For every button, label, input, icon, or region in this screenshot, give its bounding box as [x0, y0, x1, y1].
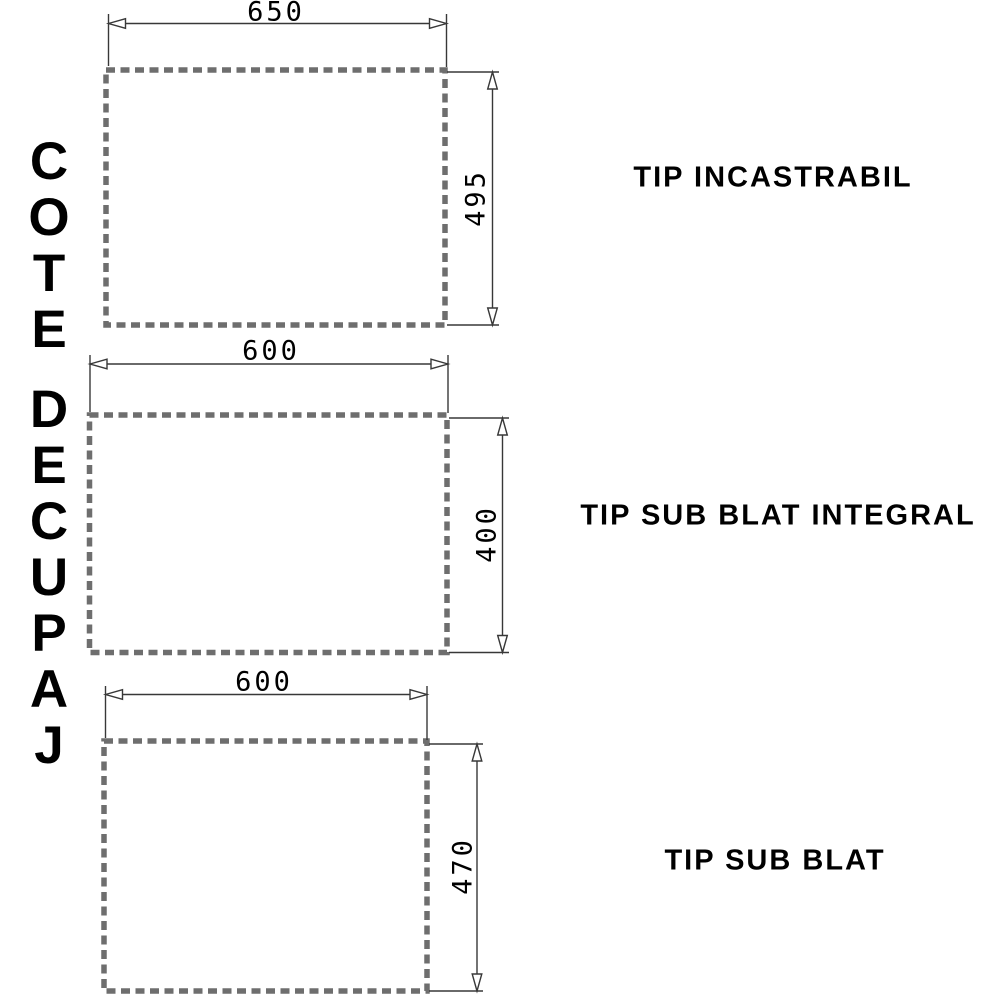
width-dim-label-incastrabil: 650 [247, 0, 305, 28]
cutout-rect-incastrabil [106, 70, 445, 325]
vertical-title-letter: C [29, 492, 69, 551]
height-dim-label-sub-blat-integral: 400 [471, 505, 503, 563]
arrow-right-icon [431, 359, 448, 369]
vertical-title-letter: T [32, 244, 66, 303]
arrow-down-icon [472, 974, 482, 991]
width-dim-label-sub-blat: 600 [235, 666, 293, 698]
figure-sub-blat-integral-geometry [90, 355, 510, 653]
type-label-incastrabil: TIP INCASTRABIL [633, 161, 913, 194]
height-dim-label-incastrabil: 495 [460, 169, 492, 227]
arrow-up-icon [498, 418, 508, 435]
arrow-left-icon [90, 359, 107, 369]
arrow-up-icon [488, 72, 498, 89]
width-dim-label-sub-blat-integral: 600 [242, 335, 300, 367]
arrow-down-icon [498, 636, 508, 653]
vertical-title-letter: U [29, 548, 69, 607]
vertical-title-letter: A [29, 660, 69, 719]
cutout-rect-sub-blat [104, 741, 427, 991]
figure-sub-blat-geometry [104, 686, 483, 991]
height-dim-label-sub-blat: 470 [447, 837, 479, 895]
vertical-title-letter: E [31, 436, 67, 495]
type-label-sub-blat: TIP SUB BLAT [664, 844, 886, 877]
cutout-rect-sub-blat-integral [90, 415, 448, 653]
arrow-right-icon [410, 690, 427, 700]
drawing-title-vertical [20, 134, 78, 774]
arrow-right-icon [430, 19, 447, 29]
vertical-title-letter: P [31, 604, 67, 663]
vertical-title-letter: D [29, 380, 69, 439]
type-label-sub-blat-integral: TIP SUB BLAT INTEGRAL [580, 499, 976, 532]
arrow-left-icon [109, 19, 126, 29]
figure-incastrabil-geometry [106, 14, 499, 325]
arrow-down-icon [488, 308, 498, 325]
arrow-up-icon [472, 744, 482, 761]
arrow-left-icon [106, 690, 123, 700]
vertical-title-letter: J [34, 716, 64, 775]
vertical-title-letter: E [31, 300, 67, 359]
vertical-title-letter: C [29, 132, 69, 191]
vertical-title-letter: O [28, 188, 70, 247]
